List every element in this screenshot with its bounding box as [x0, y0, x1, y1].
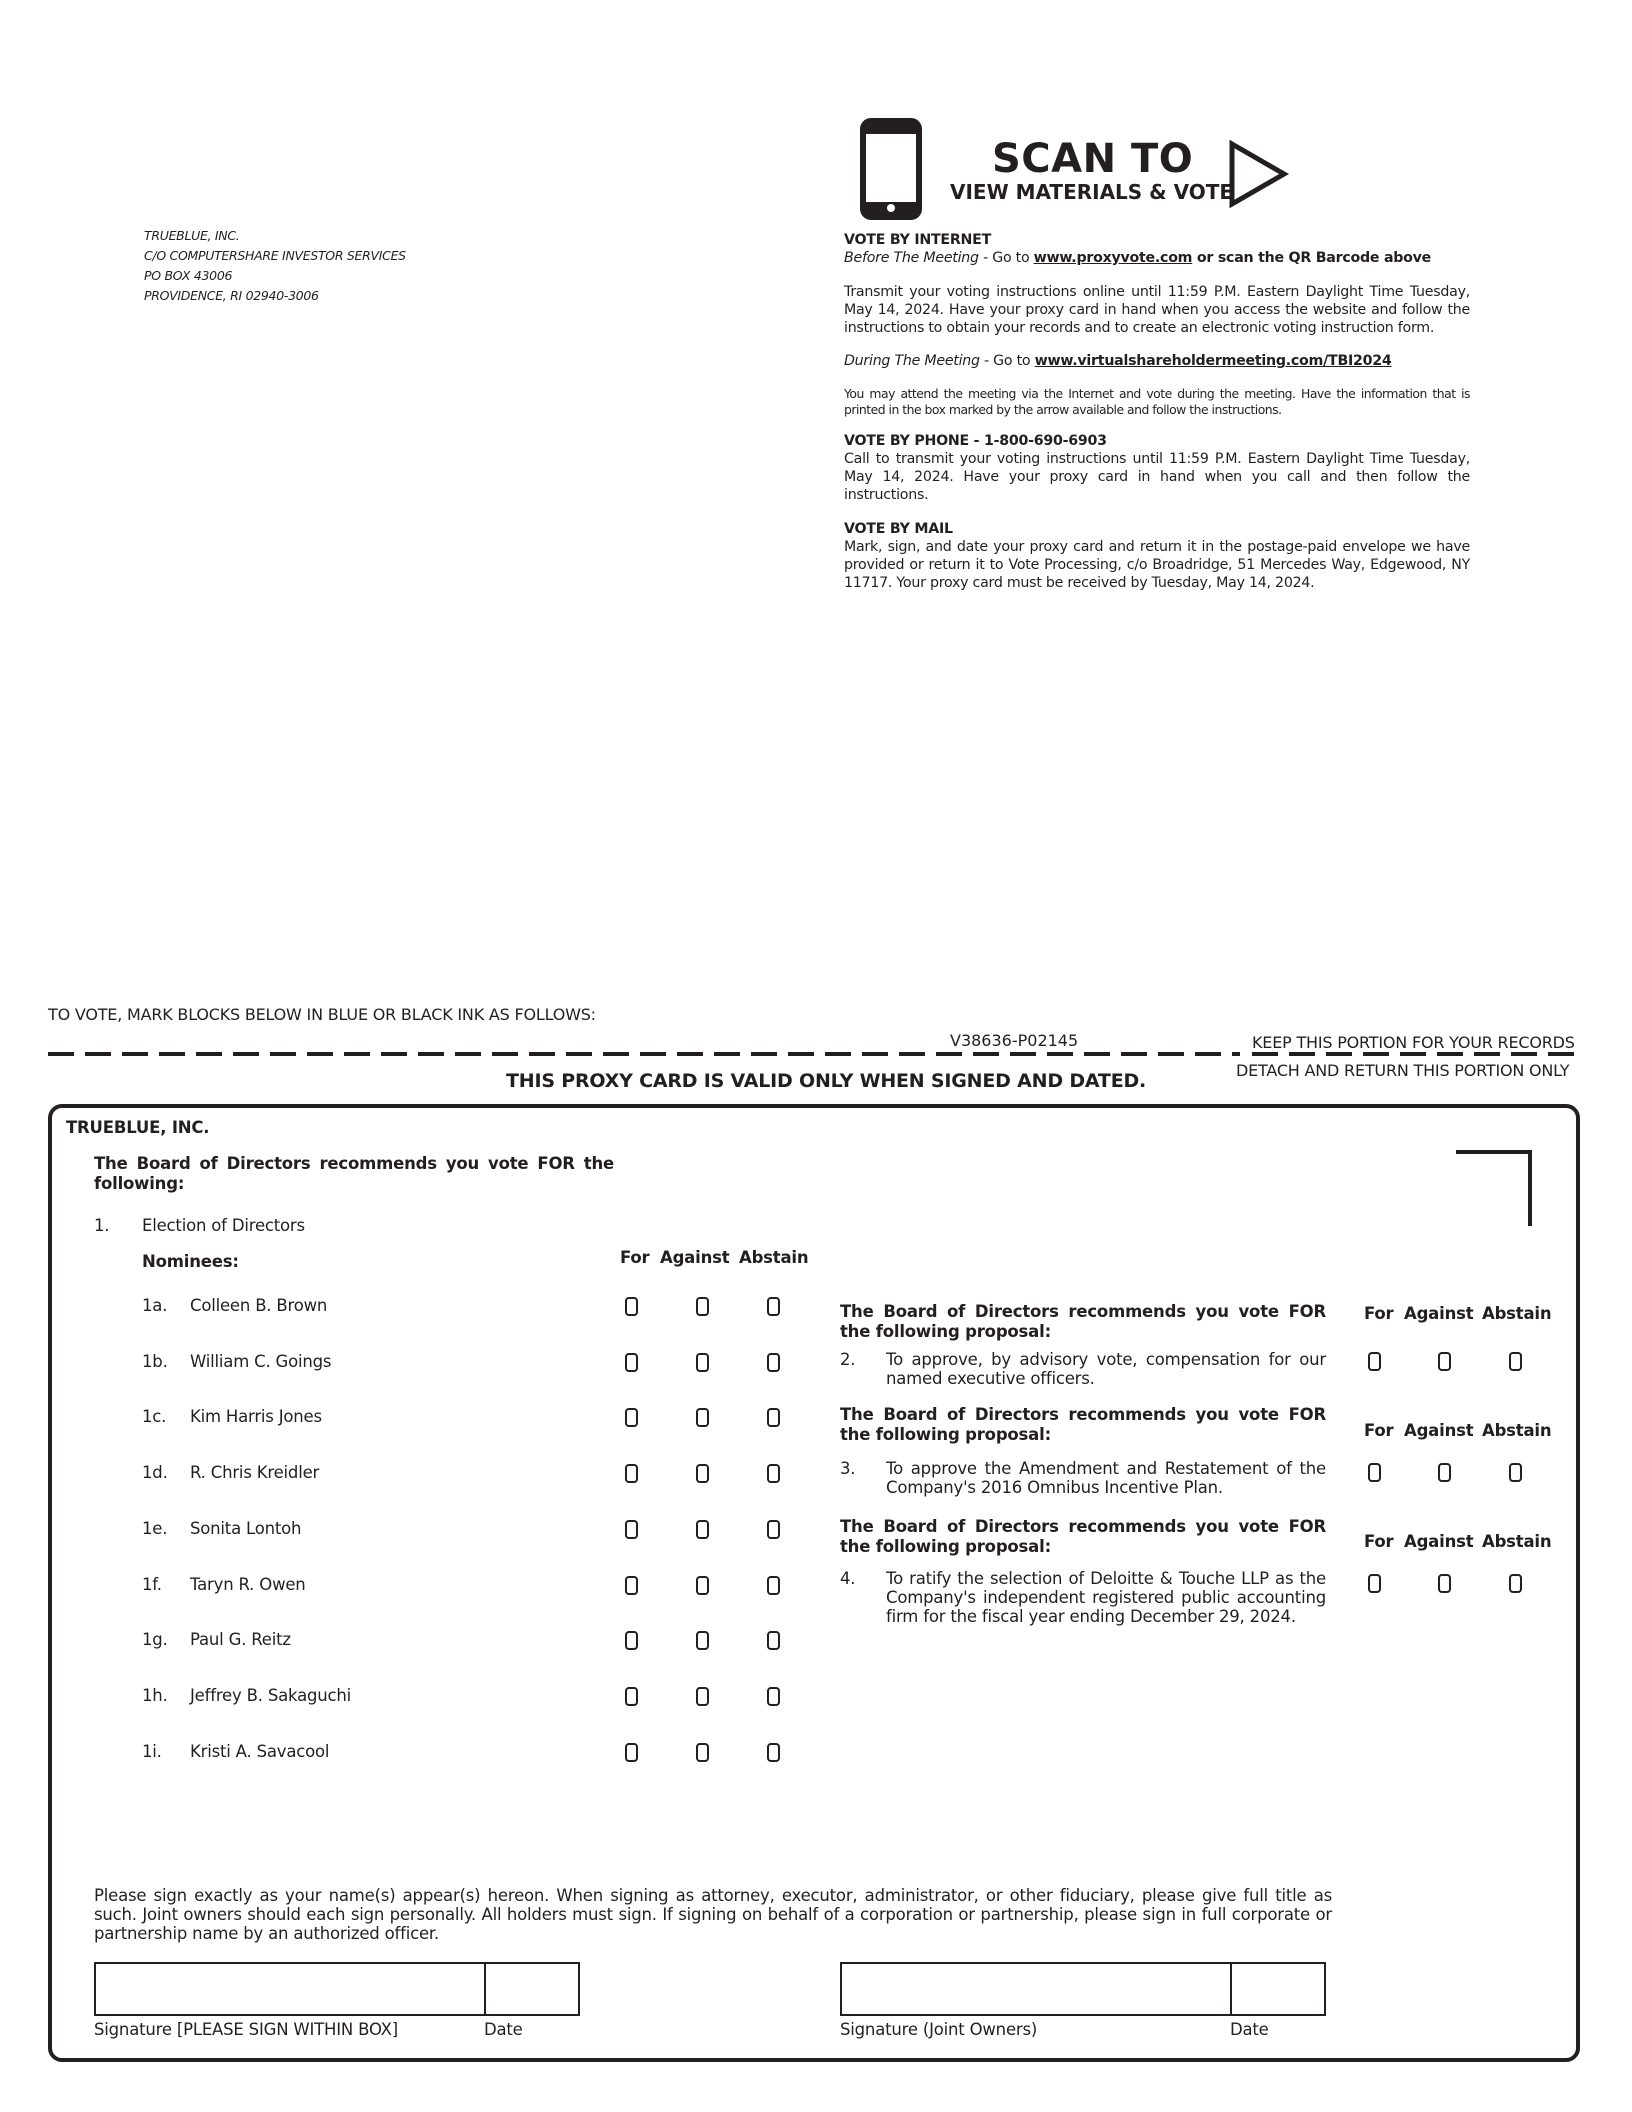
nominee-against-checkbox[interactable] [696, 1743, 709, 1762]
proposal-4-text: To ratify the selection of Deloitte & Touche LLP as the Company's independent registered public accounting firm for the fiscal year ending December 29, 2024. [886, 1569, 1326, 1626]
during-label: During The Meeting [844, 353, 980, 369]
internet-before-line [844, 249, 1470, 267]
nominee-name: Kristi A. Savacool [190, 1742, 330, 1761]
joint-signature-label: Signature (Joint Owners) [840, 2020, 1038, 2039]
nominee-for-checkbox[interactable] [625, 1408, 638, 1427]
p4-abstain-checkbox[interactable] [1509, 1574, 1522, 1593]
address-line: C/O COMPUTERSHARE INVESTOR SERVICES [144, 248, 406, 263]
nominee-for-checkbox[interactable] [625, 1464, 638, 1483]
nominee-against-checkbox[interactable] [696, 1687, 709, 1706]
mailing-address [144, 226, 406, 306]
nominee-code: 1c. [142, 1407, 167, 1426]
corner-mark [1456, 1150, 1532, 1226]
p3-abstain-checkbox[interactable] [1509, 1463, 1522, 1482]
nominee-abstain-checkbox[interactable] [767, 1687, 780, 1706]
p2-for-checkbox[interactable] [1368, 1352, 1381, 1371]
nominee-against-checkbox[interactable] [696, 1464, 709, 1483]
column-for: For [620, 1248, 650, 1267]
internet-heading: VOTE BY INTERNET [844, 232, 992, 248]
signature-label: Signature [PLEASE SIGN WITHIN BOX] [94, 2020, 399, 2039]
p4-against-checkbox[interactable] [1438, 1574, 1451, 1593]
internet-body: Transmit your voting instructions online until 11:59 P.M. Eastern Daylight Time Tuesday, May 14, 2024. Have your proxy card in hand when you access the website and follow the instructions to obtain your records and to create an electronic voting instruction form. [844, 284, 1470, 336]
scan-title: SCAN TO [992, 136, 1194, 182]
nominee-code: 1d. [142, 1463, 168, 1482]
address-line: PO BOX 43006 [144, 268, 233, 283]
keep-portion-label: KEEP THIS PORTION FOR YOUR RECORDS [1252, 1033, 1575, 1052]
play-arrow-icon [1228, 140, 1290, 208]
nominee-code: 1b. [142, 1352, 168, 1371]
proposal-2-text: To approve, by advisory vote, compensation for our named executive officers. [886, 1350, 1326, 1388]
nominee-abstain-checkbox[interactable] [767, 1353, 780, 1372]
nominee-code: 1f. [142, 1575, 162, 1594]
smartphone-icon [860, 118, 924, 220]
joint-signature-box[interactable] [840, 1962, 1232, 2016]
during-line [844, 352, 1470, 370]
nominee-against-checkbox[interactable] [696, 1408, 709, 1427]
nominee-abstain-checkbox[interactable] [767, 1576, 780, 1595]
joint-date-box[interactable] [1230, 1962, 1326, 2016]
nominee-name: Taryn R. Owen [190, 1575, 306, 1594]
phone-heading: VOTE BY PHONE - 1-800-690-6903 [844, 433, 1107, 449]
date-label: Date [484, 2020, 523, 2039]
detach-line-right [1252, 1052, 1584, 1056]
p3-for-checkbox[interactable] [1368, 1463, 1381, 1482]
p4-column-against: Against [1404, 1532, 1474, 1551]
nominee-name: Jeffrey B. Sakaguchi [190, 1686, 352, 1705]
date-box[interactable] [484, 1962, 580, 2016]
proposal-3-recommendation: The Board of Directors recommends you vote FOR the following proposal: [840, 1405, 1326, 1444]
nominee-against-checkbox[interactable] [696, 1520, 709, 1539]
nominee-for-checkbox[interactable] [625, 1631, 638, 1650]
control-code: V38636-P02145 [950, 1031, 1079, 1050]
nominee-name: Sonita Lontoh [190, 1519, 302, 1538]
company-name: TRUEBLUE, INC. [66, 1118, 210, 1137]
proxyvote-link[interactable]: www.proxyvote.com [1033, 250, 1193, 266]
nominee-name: Kim Harris Jones [190, 1407, 322, 1426]
p2-abstain-checkbox[interactable] [1509, 1352, 1522, 1371]
p3-column-against: Against [1404, 1421, 1474, 1440]
virtual-meeting-link[interactable]: www.virtualshareholdermeeting.com/TBI2024 [1034, 353, 1392, 369]
joint-date-label: Date [1230, 2020, 1269, 2039]
nominee-against-checkbox[interactable] [696, 1631, 709, 1650]
proposal-3-text: To approve the Amendment and Restatement of the Company's 2016 Omnibus Incentive Plan. [886, 1459, 1326, 1497]
nominee-for-checkbox[interactable] [625, 1576, 638, 1595]
p2-against-checkbox[interactable] [1438, 1352, 1451, 1371]
nominee-name: Paul G. Reitz [190, 1630, 291, 1649]
goto-text: - Go to [979, 353, 1035, 369]
address-line: TRUEBLUE, INC. [144, 228, 240, 243]
voting-instructions [844, 231, 1470, 592]
nominee-abstain-checkbox[interactable] [767, 1464, 780, 1483]
p2-column-abstain: Abstain [1482, 1304, 1552, 1323]
detach-return-label: DETACH AND RETURN THIS PORTION ONLY [1236, 1061, 1570, 1080]
p2-column-against: Against [1404, 1304, 1474, 1323]
qr-text: or scan the QR Barcode above [1192, 250, 1432, 266]
nominee-code: 1h. [142, 1686, 168, 1705]
nominee-abstain-checkbox[interactable] [767, 1408, 780, 1427]
nominee-for-checkbox[interactable] [625, 1743, 638, 1762]
goto-text: - Go to [978, 250, 1034, 266]
nominee-name: William C. Goings [190, 1352, 332, 1371]
proposal-2-number: 2. [840, 1350, 856, 1369]
nominee-for-checkbox[interactable] [625, 1520, 638, 1539]
nominee-code: 1g. [142, 1630, 168, 1649]
nominee-abstain-checkbox[interactable] [767, 1297, 780, 1316]
nominees-label: Nominees: [142, 1252, 239, 1271]
p3-against-checkbox[interactable] [1438, 1463, 1451, 1482]
nominee-against-checkbox[interactable] [696, 1576, 709, 1595]
detach-line [48, 1052, 1240, 1056]
column-against: Against [660, 1248, 730, 1267]
during-body: You may attend the meeting via the Internet and vote during the meeting. Have the information that is printed in the box marked by the arrow available and follow the instructions. [844, 386, 1470, 417]
mail-body: Mark, sign, and date your proxy card and return it in the postage-paid envelope we have provided or return it to Vote Processing, c/o Broadridge, 51 Mercedes Way, Edgewood, NY 11717. Your proxy card must be received by Tuesday, May 14, 2024. [844, 539, 1470, 591]
nominee-for-checkbox[interactable] [625, 1687, 638, 1706]
nominee-against-checkbox[interactable] [696, 1353, 709, 1372]
nominee-code: 1e. [142, 1519, 168, 1538]
board-recommendation: The Board of Directors recommends you vote FOR the following: [94, 1154, 614, 1193]
nominee-name: R. Chris Kreidler [190, 1463, 320, 1482]
proposal-3-number: 3. [840, 1459, 856, 1478]
address-line: PROVIDENCE, RI 02940-3006 [144, 288, 319, 303]
scan-subtitle: VIEW MATERIALS & VOTE [950, 180, 1234, 204]
p3-column-abstain: Abstain [1482, 1421, 1552, 1440]
proposal-4-number: 4. [840, 1569, 856, 1588]
nominee-for-checkbox[interactable] [625, 1297, 638, 1316]
nominee-code: 1i. [142, 1742, 162, 1761]
item1-number: 1. [94, 1216, 110, 1235]
p4-column-abstain: Abstain [1482, 1532, 1552, 1551]
item1-title: Election of Directors [142, 1216, 305, 1235]
before-label: Before The Meeting [844, 250, 979, 266]
column-abstain: Abstain [739, 1248, 809, 1267]
nominee-against-checkbox[interactable] [696, 1297, 709, 1316]
nominee-abstain-checkbox[interactable] [767, 1631, 780, 1650]
mail-heading: VOTE BY MAIL [844, 521, 953, 537]
nominee-code: 1a. [142, 1296, 168, 1315]
signature-box[interactable] [94, 1962, 486, 2016]
p4-column-for: For [1364, 1532, 1394, 1551]
proposal-4-recommendation: The Board of Directors recommends you vote FOR the following proposal: [840, 1517, 1326, 1556]
nominee-abstain-checkbox[interactable] [767, 1520, 780, 1539]
proposal-2-recommendation: The Board of Directors recommends you vote FOR the following proposal: [840, 1302, 1326, 1341]
nominee-abstain-checkbox[interactable] [767, 1743, 780, 1762]
p2-column-for: For [1364, 1304, 1394, 1323]
to-vote-instructions: TO VOTE, MARK BLOCKS BELOW IN BLUE OR BLACK INK AS FOLLOWS: [48, 1005, 596, 1024]
sign-instructions: Please sign exactly as your name(s) appear(s) hereon. When signing as attorney, executor, administrator, or other fiduciary, please give full title as such. Joint owners should each sign personally. All holders must sign. If signing on behalf of a corporation or partnership, please sign in full corporate or partnership name by an authorized officer. [94, 1886, 1332, 1943]
valid-notice: THIS PROXY CARD IS VALID ONLY WHEN SIGNED AND DATED. [506, 1070, 1147, 1092]
p4-for-checkbox[interactable] [1368, 1574, 1381, 1593]
nominee-for-checkbox[interactable] [625, 1353, 638, 1372]
phone-body: Call to transmit your voting instructions until 11:59 P.M. Eastern Daylight Time Tuesday, May 14, 2024. Have your proxy card in hand when you call and then follow the instructions. [844, 451, 1470, 503]
p3-column-for: For [1364, 1421, 1394, 1440]
nominee-name: Colleen B. Brown [190, 1296, 328, 1315]
